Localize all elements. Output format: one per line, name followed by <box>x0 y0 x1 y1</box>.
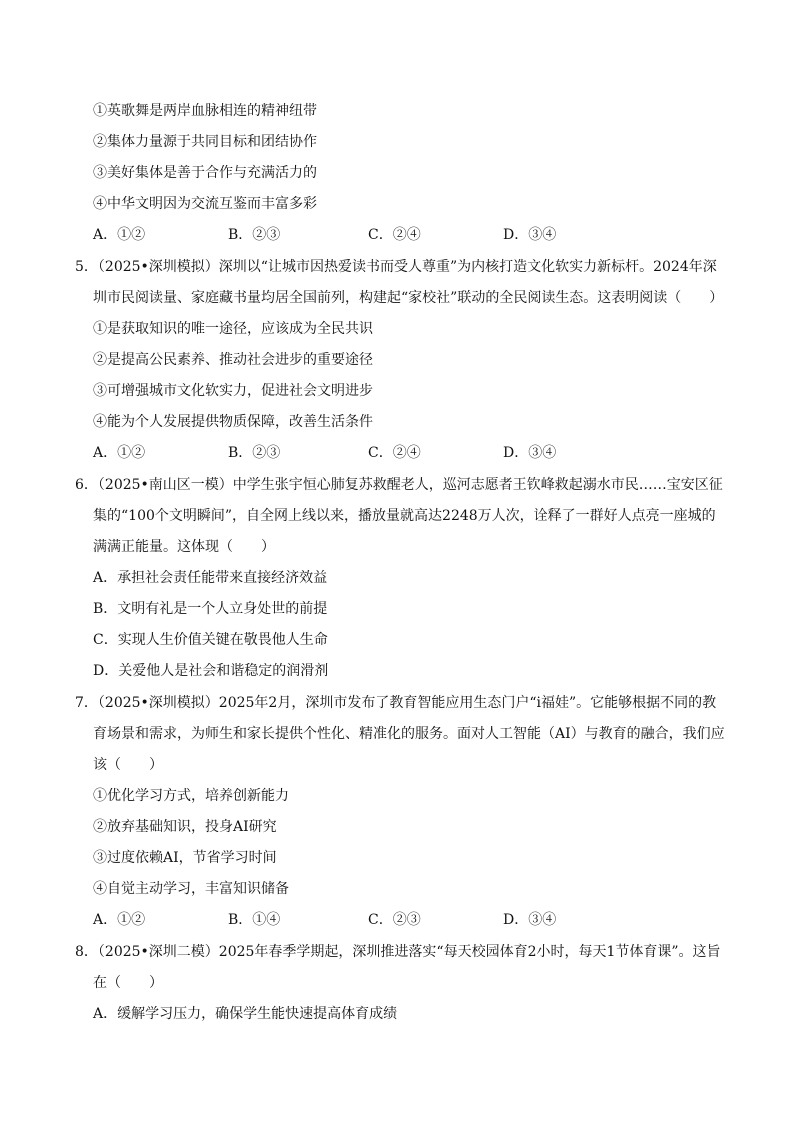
question-7-stem-line-1: 7．（2025•深圳模拟）2025年2月，深圳市发布了教育智能应用生态门户“i福娃”。它能够根据不同的教 <box>75 695 717 711</box>
option-c: C．②④ <box>368 227 421 243</box>
option-a: A．①② <box>93 912 146 928</box>
option-b: B．②③ <box>228 445 281 461</box>
statement-3: ③可增强城市文化软实力，促进社会文明进步 <box>93 383 373 399</box>
answer-options <box>93 443 713 463</box>
choice-a: A．承担社会责任能带来直接经济效益 <box>93 570 328 586</box>
option-d: D．③④ <box>503 912 557 928</box>
option-c: C．②④ <box>368 445 421 461</box>
choice-d: D．关爱他人是社会和谐稳定的润滑剂 <box>93 663 329 679</box>
option-a: A．①② <box>93 445 146 461</box>
statement-1: ①优化学习方式，培养创新能力 <box>93 788 289 804</box>
statement-2: ②是提高公民素养、推动社会进步的重要途径 <box>93 352 373 368</box>
option-b: B．①④ <box>228 912 281 928</box>
choice-b: B．文明有礼是一个人立身处世的前提 <box>93 601 328 617</box>
question-5-stem-line-2: 圳市民阅读量、家庭藏书量均居全国前列，构建起“家校社”联动的全民阅读生态。这表明阅读（ ） <box>93 290 724 306</box>
statement-2: ②放弃基础知识，投身AI研究 <box>93 819 277 835</box>
question-7-stem-line-3: 该（ ） <box>93 757 163 773</box>
statement-4: ④自觉主动学习，丰富知识储备 <box>93 881 289 897</box>
statement-3: ③过度依赖AI，节省学习时间 <box>93 850 277 866</box>
choice-a: A．缓解学习压力，确保学生能快速提高体育成绩 <box>93 1006 398 1022</box>
option-d: D．③④ <box>503 227 557 243</box>
question-5-stem-line-1: 5．（2025•深圳模拟）深圳以“让城市因热爱读书而受人尊重”为内核打造文化软实力新标杆。2024年深 <box>75 259 717 275</box>
statement-4: ④能为个人发展提供物质保障，改善生活条件 <box>93 414 373 430</box>
statement-1: ①是获取知识的唯一途径，应该成为全民共识 <box>93 321 373 337</box>
question-6-stem-line-2: 集的“100个文明瞬间”，自全网上线以来，播放量就高达2248万人次，诠释了一群好人点亮一座城的 <box>93 508 716 524</box>
statement-4: ④中华文明因为交流互鉴而丰富多彩 <box>93 196 317 212</box>
option-d: D．③④ <box>503 445 557 461</box>
question-7-stem-line-2: 育场景和需求，为师生和家长提供个性化、精准化的服务。面对人工智能（AI）与教育的融合，我们应 <box>93 726 725 742</box>
question-6-stem-line-3: 满满正能量。这体现（ ） <box>93 539 275 555</box>
answer-options <box>93 910 713 930</box>
option-c: C．②③ <box>368 912 421 928</box>
choice-c: C．实现人生价值关键在敬畏他人生命 <box>93 632 328 648</box>
statement-2: ②集体力量源于共同目标和团结协作 <box>93 134 317 150</box>
question-8-stem-line-1: 8．（2025•深圳二模）2025年春季学期起，深圳推进落实“每天校园体育2小时，每天1节体育课”。这旨 <box>75 944 721 960</box>
option-b: B．②③ <box>228 227 281 243</box>
statement-1: ①英歌舞是两岸血脉相连的精神纽带 <box>93 103 317 119</box>
question-8-stem-line-2: 在（ ） <box>93 975 163 991</box>
option-a: A．①② <box>93 227 146 243</box>
statement-3: ③美好集体是善于合作与充满活力的 <box>93 165 317 181</box>
question-6-stem-line-1: 6．（2025•南山区一模）中学生张宇恒心肺复苏救醒老人，巡河志愿者王钦峰救起溺水市民……宝安区征 <box>75 477 723 493</box>
answer-options <box>93 225 713 245</box>
